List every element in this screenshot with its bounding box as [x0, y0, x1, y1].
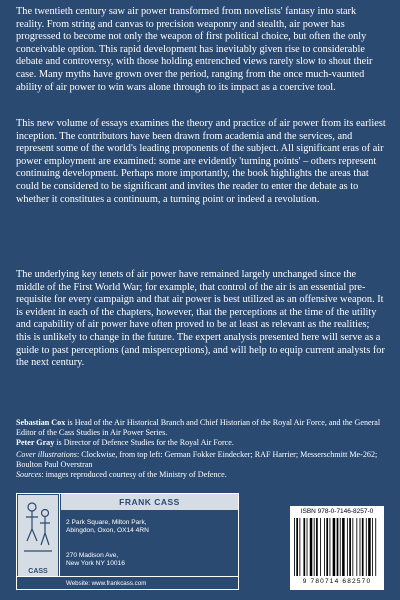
- barcode-bar: [314, 518, 315, 576]
- barcode-bar: [362, 518, 364, 576]
- blurb-paragraph-3: The underlying key tenets of air power have remained largely unchanged since the middle of the First World War; for example, that control of the air is an essential pre-requisite for every campaign and that air power is best utilized as an offensive weapon. It is evident in each of the chapters, however, that the perceptions at the time of the utility and capability of air power have often proved to be at least as relevant as the realities; this is unlikely to change in the future. The expert analysis presented here will serve as a guide to past perceptions (and misperceptions), and will help to equip current analysts for the next century.: [16, 269, 385, 369]
- barcode-bar: [320, 518, 321, 576]
- barcode-bar: [316, 518, 318, 576]
- publisher-logo-text: CASS: [28, 568, 48, 575]
- barcode-bar: [337, 518, 339, 576]
- address-line: New York NY 10016: [66, 560, 125, 568]
- barcode-bar: [360, 518, 361, 576]
- cover-credit: [16, 450, 388, 470]
- barcode-box: [290, 506, 384, 590]
- blurb-paragraph-1: The twentieth century saw air power transformed from novelists' fantasy into stark reality. From string and canvas to precision weaponry and stealth, air power has progressed to become not only the weapon of first political choice, but often the only conceivable option. This rapid development has inevitably given rise to considerable debate and controversy, with those holding entrenched views rarely slow to shout their case. Many myths have grown over the period, ranging from the once much-vaunted ability of air power to win wars alone through to its impact as a coercive tool.: [16, 6, 373, 93]
- barcode-bar: [330, 518, 331, 576]
- publisher-address-uk: [66, 519, 236, 536]
- publisher-address-us: [66, 552, 236, 569]
- barcode-bar: [375, 518, 376, 576]
- barcode-bar: [356, 518, 357, 576]
- barcode-bar: [303, 518, 305, 576]
- barcode-bar: [368, 518, 371, 576]
- barcode-icon: [294, 518, 380, 578]
- barcode-bar: [342, 518, 345, 576]
- publisher-logo: [18, 495, 58, 577]
- bio-gray-text: is Director of Defence Studies for the Royal Air Force.: [54, 438, 234, 448]
- barcode-bar: [366, 518, 367, 576]
- address-line: 270 Madison Ave,: [66, 552, 119, 559]
- barcode-bar: [294, 518, 295, 576]
- ean-text: 9 780714 682570: [302, 578, 372, 585]
- address-line: 2 Park Square, Milton Park,: [66, 519, 147, 526]
- barcode-bar: [349, 518, 351, 576]
- cover-credit-text: : Clockwise, from top left: German Fokker Eindecker; RAF Harrier; Messerschmitt Me-262; Boulton Paul Overstran: [16, 450, 378, 470]
- barcode-bar: [324, 518, 325, 576]
- cass-logo-icon: [18, 495, 58, 565]
- image-credits: [16, 450, 388, 481]
- cover-credit-label: Cover illustrations: [16, 450, 77, 459]
- publisher-divider: [59, 494, 60, 576]
- publisher-website: Website: www.frankcass.com: [17, 576, 238, 589]
- publisher-name: FRANK CASS: [61, 494, 238, 510]
- bio-cox-text: is Head of the Air Historical Branch and Chief Historian of the Royal Air Force, and the General Editor of the Cass Studies in Air Power Series.: [16, 418, 381, 438]
- barcode-bar: [296, 518, 298, 576]
- bio-gray: [16, 438, 388, 448]
- bio-cox-name: Sebastian Cox: [16, 418, 66, 427]
- barcode-bar: [333, 518, 336, 576]
- barcode-bar: [372, 518, 373, 576]
- barcode-bar: [299, 518, 300, 576]
- sources-credit: [16, 470, 388, 480]
- sources-credit-text: : images reproduced courtesy of the Ministry of Defence.: [41, 470, 227, 480]
- barcode-bar: [340, 518, 341, 576]
- author-bios: [16, 418, 388, 449]
- barcode-bar: [352, 518, 353, 576]
- barcode-bar: [307, 518, 308, 576]
- barcode-bar: [310, 518, 313, 576]
- barcode-bar: [347, 518, 348, 576]
- address-line: Abingdon, Oxon, OX14 4RN: [66, 527, 149, 535]
- bio-cox: [16, 418, 388, 438]
- barcode-bar: [326, 518, 328, 576]
- blurb-paragraph-2: This new volume of essays examines the theory and practice of air power from its earliest inception. The contributors have been drawn from academia and the services, and represent some of the world's leading proponents of the subject. All significant eras of air power employment are examined: some are evidently 'turning points' – others represent continuing development. Perhaps more importantly, the book highlights the areas that could be considered to be significant and invites the reader to enter the debate as to whether it constitutes a continuum, a turning point or indeed a revolution.: [16, 118, 386, 205]
- bio-gray-name: Peter Gray: [16, 438, 55, 448]
- isbn-text: ISBN 978-0-7146-8257-0: [300, 508, 374, 515]
- sources-credit-label: Sources: [16, 470, 42, 480]
- publisher-box: [16, 493, 239, 590]
